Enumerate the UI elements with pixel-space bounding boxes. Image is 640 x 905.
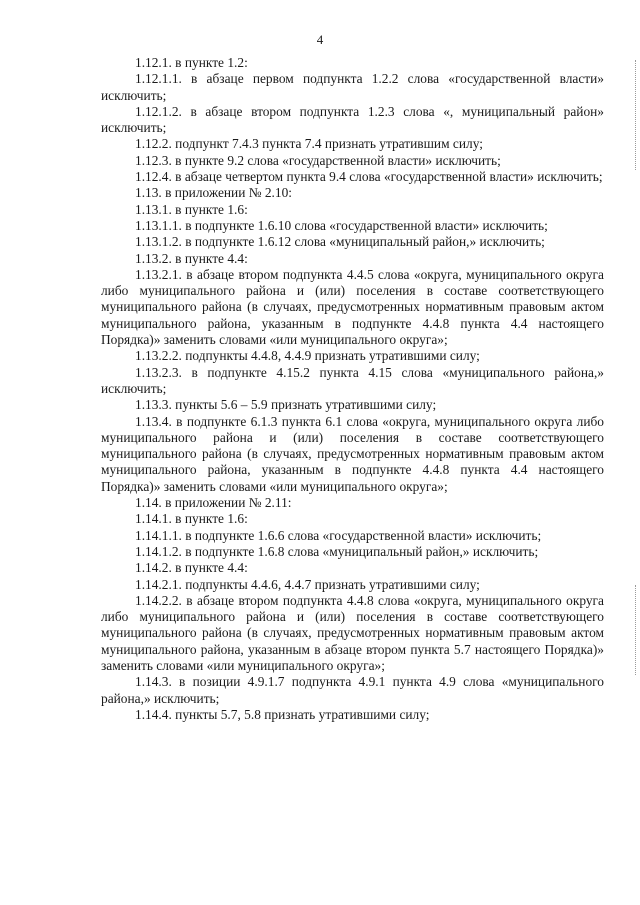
paragraph-1-13-2-2: 1.13.2.2. подпункты 4.4.8, 4.4.9 признать утратившими силу; (135, 348, 480, 364)
scan-edge-mark (634, 585, 636, 675)
paragraph-1-13-1: 1.13.1. в пункте 1.6: (135, 201, 248, 217)
paragraph-1-13-1-2: 1.13.1.2. в подпункте 1.6.12 слова «муниципальный район,» исключить; (135, 234, 545, 250)
paragraph-1-13-1-1: 1.13.1.1. в подпункте 1.6.10 слова «государственной власти» исключить; (135, 217, 548, 233)
paragraph-1-12-1-1: 1.12.1.1. в абзаце первом подпункта 1.2.2 слова «государственной власти» исключить; (101, 71, 604, 103)
paragraph-1-14-3: 1.14.3. в позиции 4.9.1.7 подпункта 4.9.1 пункта 4.9 слова «муниципального района,» исключить; (101, 674, 604, 706)
paragraph-1-13: 1.13. в приложении № 2.10: (135, 185, 293, 201)
scan-edge-mark (634, 60, 636, 170)
paragraph-1-14-1-1: 1.14.1.1. в подпункте 1.6.6 слова «государственной власти» исключить; (135, 527, 542, 543)
paragraph-1-14: 1.14. в приложении № 2.11: (135, 495, 292, 511)
paragraph-1-13-2-1: 1.13.2.1. в абзаце втором подпункта 4.4.5 слова «округа, муниципального округа либо муниципального района и (или) поселения в составе соответствующего муниципального района (в случаях, предусмотренных нормативным правовым актом муниципального района, указанным в подпункте 4.4.8 пункта 4.4 настоящего Порядка)» заменить словами «или муниципального округа»; (101, 266, 604, 348)
paragraph-1-13-2: 1.13.2. в пункте 4.4: (135, 250, 248, 266)
page-number: 4 (316, 32, 324, 47)
paragraph-1-14-2-1: 1.14.2.1. подпункты 4.4.6, 4.4.7 признать утратившими силу; (135, 576, 480, 592)
paragraph-1-12-1: 1.12.1. в пункте 1.2: (135, 55, 248, 70)
paragraph-1-14-4: 1.14.4. пункты 5.7, 5.8 признать утратившими силу; (135, 706, 430, 722)
paragraph-1-13-2-3: 1.13.2.3. в подпункте 4.15.2 пункта 4.15 слова «муниципального района,» исключить; (101, 364, 604, 396)
paragraph-1-13-3: 1.13.3. пункты 5.6 – 5.9 признать утратившими силу; (135, 397, 437, 413)
document-body (101, 55, 604, 723)
paragraph-1-12-4: 1.12.4. в абзаце четвертом пункта 9.4 слова «государственной власти» исключить; (135, 169, 603, 185)
paragraph-1-12-2: 1.12.2. подпункт 7.4.3 пункта 7.4 признать утратившим силу; (135, 136, 483, 152)
paragraph-1-14-2: 1.14.2. в пункте 4.4: (135, 560, 248, 576)
paragraph-1-14-1: 1.14.1. в пункте 1.6: (135, 511, 248, 527)
paragraph-1-14-1-2: 1.14.1.2. в подпункте 1.6.8 слова «муниципальный район,» исключить; (135, 543, 539, 559)
paragraph-1-12-1-2: 1.12.1.2. в абзаце втором подпункта 1.2.3 слова «, муниципальный район» исключить; (101, 103, 604, 136)
paragraph-1-13-4: 1.13.4. в подпункте 6.1.3 пункта 6.1 слова «округа, муниципального округа либо муниципального района и (или) поселения в составе соответствующего муниципального района (в случаях, предусмотренных нормативным правовым актом муниципального района, указанным в подпункте 4.4.8 пункта 4.4 настоящего Порядка)» заменить словами «или муниципального округа»; (101, 413, 604, 494)
paragraph-1-14-2-2: 1.14.2.2. в абзаце втором подпункта 4.4.8 слова «округа, муниципального округа либо муниципального района и (или) поселения в составе соответствующего муниципального района (в случаях, предусмотренных нормативным правовым актом муниципального района, указанным в абзаце втором пункта 5.7 настоящего Порядка)» заменить словами «или муниципального округа»; (101, 592, 604, 673)
paragraph-1-12-3: 1.12.3. в пункте 9.2 слова «государственной власти» исключить; (135, 152, 501, 168)
